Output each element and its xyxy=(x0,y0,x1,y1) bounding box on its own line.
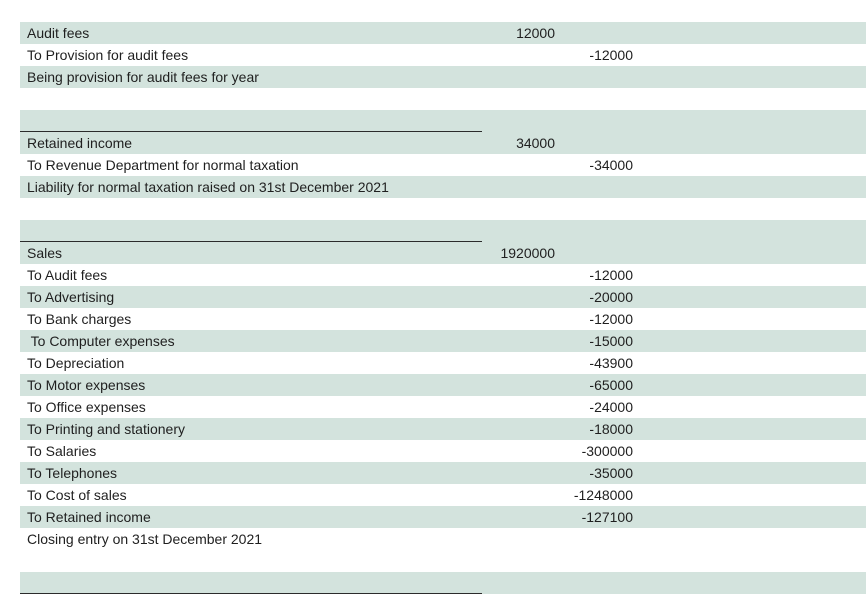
journal-separator-row xyxy=(20,220,866,242)
row-description: To Printing and stationery xyxy=(27,421,185,437)
row-credit-amount: -34000 xyxy=(589,157,633,173)
journal-row xyxy=(20,330,866,352)
row-credit-amount: -12000 xyxy=(589,47,633,63)
journal-row xyxy=(20,66,866,88)
journal-row xyxy=(20,396,866,418)
row-credit-amount: -127100 xyxy=(581,509,633,525)
row-description: To Advertising xyxy=(27,289,115,305)
row-description: To Revenue Department for normal taxation xyxy=(27,157,299,173)
journal-row xyxy=(20,550,866,572)
row-credit-amount: -43900 xyxy=(589,355,633,371)
journal-row xyxy=(20,198,866,220)
journal-row xyxy=(20,418,866,440)
journal-row xyxy=(20,264,866,286)
row-credit-amount: -20000 xyxy=(589,289,633,305)
journal-row xyxy=(20,242,866,264)
row-description: To Audit fees xyxy=(27,267,108,283)
row-description: To Cost of sales xyxy=(27,487,127,503)
row-credit-amount: -300000 xyxy=(581,443,633,459)
row-credit-amount: -12000 xyxy=(589,311,633,327)
row-credit-amount: -12000 xyxy=(589,267,633,283)
row-description: Liability for normal taxation raised on 31st December 2021 xyxy=(27,179,389,195)
row-description: To Provision for audit fees xyxy=(27,47,189,63)
journal-row xyxy=(20,308,866,330)
journal-row xyxy=(20,440,866,462)
journal-row xyxy=(20,132,866,154)
journal-row xyxy=(20,462,866,484)
row-credit-amount: -15000 xyxy=(589,333,633,349)
journal-row xyxy=(20,286,866,308)
row-debit-amount: 34000 xyxy=(516,135,555,151)
row-debit-amount: 12000 xyxy=(516,25,555,41)
journal-row xyxy=(20,374,866,396)
row-description: To Retained income xyxy=(27,509,151,525)
journal-row xyxy=(20,352,866,374)
row-description: To Salaries xyxy=(27,443,97,459)
row-description: Retained income xyxy=(27,135,133,151)
journal-row xyxy=(20,506,866,528)
row-debit-amount: 1920000 xyxy=(500,245,555,261)
row-credit-amount: -24000 xyxy=(589,399,633,415)
row-credit-amount: -18000 xyxy=(589,421,633,437)
row-description: To Motor expenses xyxy=(27,377,146,393)
row-description: To Office expenses xyxy=(27,399,146,415)
row-description: To Computer expenses xyxy=(27,333,175,349)
row-credit-amount: -65000 xyxy=(589,377,633,393)
row-description: Audit fees xyxy=(27,25,90,41)
journal-row xyxy=(20,154,866,176)
journal-row xyxy=(20,88,866,110)
journal-row xyxy=(20,176,866,198)
row-credit-amount: -35000 xyxy=(589,465,633,481)
journal-separator-row xyxy=(20,572,866,594)
row-description: Being provision for audit fees for year xyxy=(27,69,259,85)
row-description: To Bank charges xyxy=(27,311,132,327)
journal-sheet xyxy=(20,22,866,594)
row-description: Sales xyxy=(27,245,63,261)
journal-separator-row xyxy=(20,110,866,132)
row-description: Closing entry on 31st December 2021 xyxy=(27,531,263,547)
row-description: To Telephones xyxy=(27,465,118,481)
journal-row xyxy=(20,22,866,44)
journal-row xyxy=(20,484,866,506)
row-description: To Depreciation xyxy=(27,355,125,371)
journal-row xyxy=(20,528,866,550)
row-credit-amount: -1248000 xyxy=(573,487,633,503)
journal-row xyxy=(20,44,866,66)
